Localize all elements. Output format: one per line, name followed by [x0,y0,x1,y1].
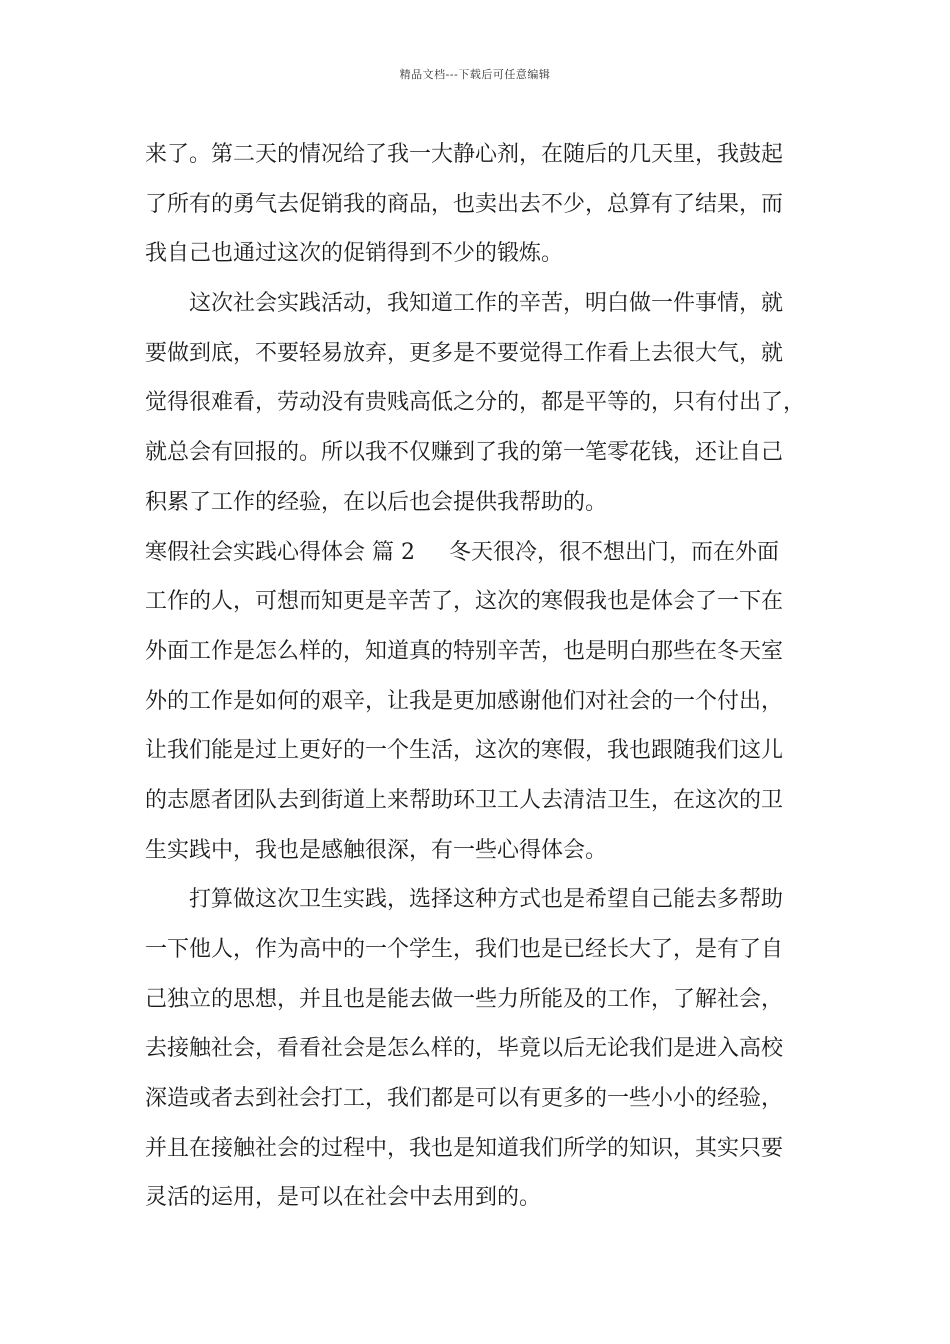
text-line: 一下他人，作为高中的一个学生，我们也是已经长大了，是有了自 [145,937,784,962]
text-line: 深造或者去到社会打工，我们都是可以有更多的一些小小的经验， [145,1086,784,1112]
text-line: 的志愿者团队去到街道上来帮助环卫工人去清洁卫生，在这次的卫 [145,787,784,813]
text-line: 打算做这次卫生实践，选择这种方式也是希望自己能去多帮助 [189,887,784,913]
text-line: 积累了工作的经验，在以后也会提供我帮助的。 [145,489,608,515]
section-heading-line [145,528,835,578]
text-line: 去接触社会，看看社会是怎么样的，毕竟以后无论我们是进入高校 [145,1036,784,1062]
text-line: 我自己也通过这次的促销得到不少的锻炼。 [145,241,564,267]
text-line: 要做到底，不要轻易放弃，更多是不要觉得工作看上去很大气，就 [145,340,784,366]
text-line: 觉得很难看，劳动没有贵贱高低之分的，都是平等的，只有付出了， [145,390,806,416]
text-line: 这次社会实践活动，我知道工作的辛苦，明白做一件事情，就 [189,291,784,317]
text-line: 外的工作是如何的艰辛，让我是更加感谢他们对社会的一个付出， [145,688,784,714]
section-title: 寒假社会实践心得体会 篇 2 [145,539,415,565]
text-line: 外面工作是怎么样的，知道真的特别辛苦，也是明白那些在冬天室 [145,638,784,664]
text-line: 了所有的勇气去促销我的商品，也卖出去不少，总算有了结果，而 [145,191,784,217]
text-line: 让我们能是过上更好的一个生活，这次的寒假，我也跟随我们这儿 [145,738,784,764]
section-first-text: 冬天很冷，很不想出门，而在外面 [448,539,779,565]
text-line: 就总会有回报的。所以我不仅赚到了我的第一笔零花钱，还让自己 [145,440,784,466]
text-line: 灵活的运用，是可以在社会中去用到的。 [145,1185,542,1211]
text-line: 来了。第二天的情况给了我一大静心剂，在随后的几天里，我鼓起 [145,142,784,167]
text-line: 工作的人，可想而知更是辛苦了，这次的寒假我也是体会了一下在 [145,589,784,615]
text-line: 己独立的思想，并且也是能去做一些力所能及的工作，了解社会， [145,986,784,1012]
text-line: 生实践中，我也是感触很深，有一些心得体会。 [145,837,608,863]
text-line: 并且在接触社会的过程中，我也是知道我们所学的知识，其实只要 [145,1135,784,1161]
page-header: 精品文档---下载后可任意编辑 [399,68,551,81]
document-body [145,130,835,1223]
paragraph-group-1 [145,130,835,528]
paragraph-group-2 [145,577,835,1223]
